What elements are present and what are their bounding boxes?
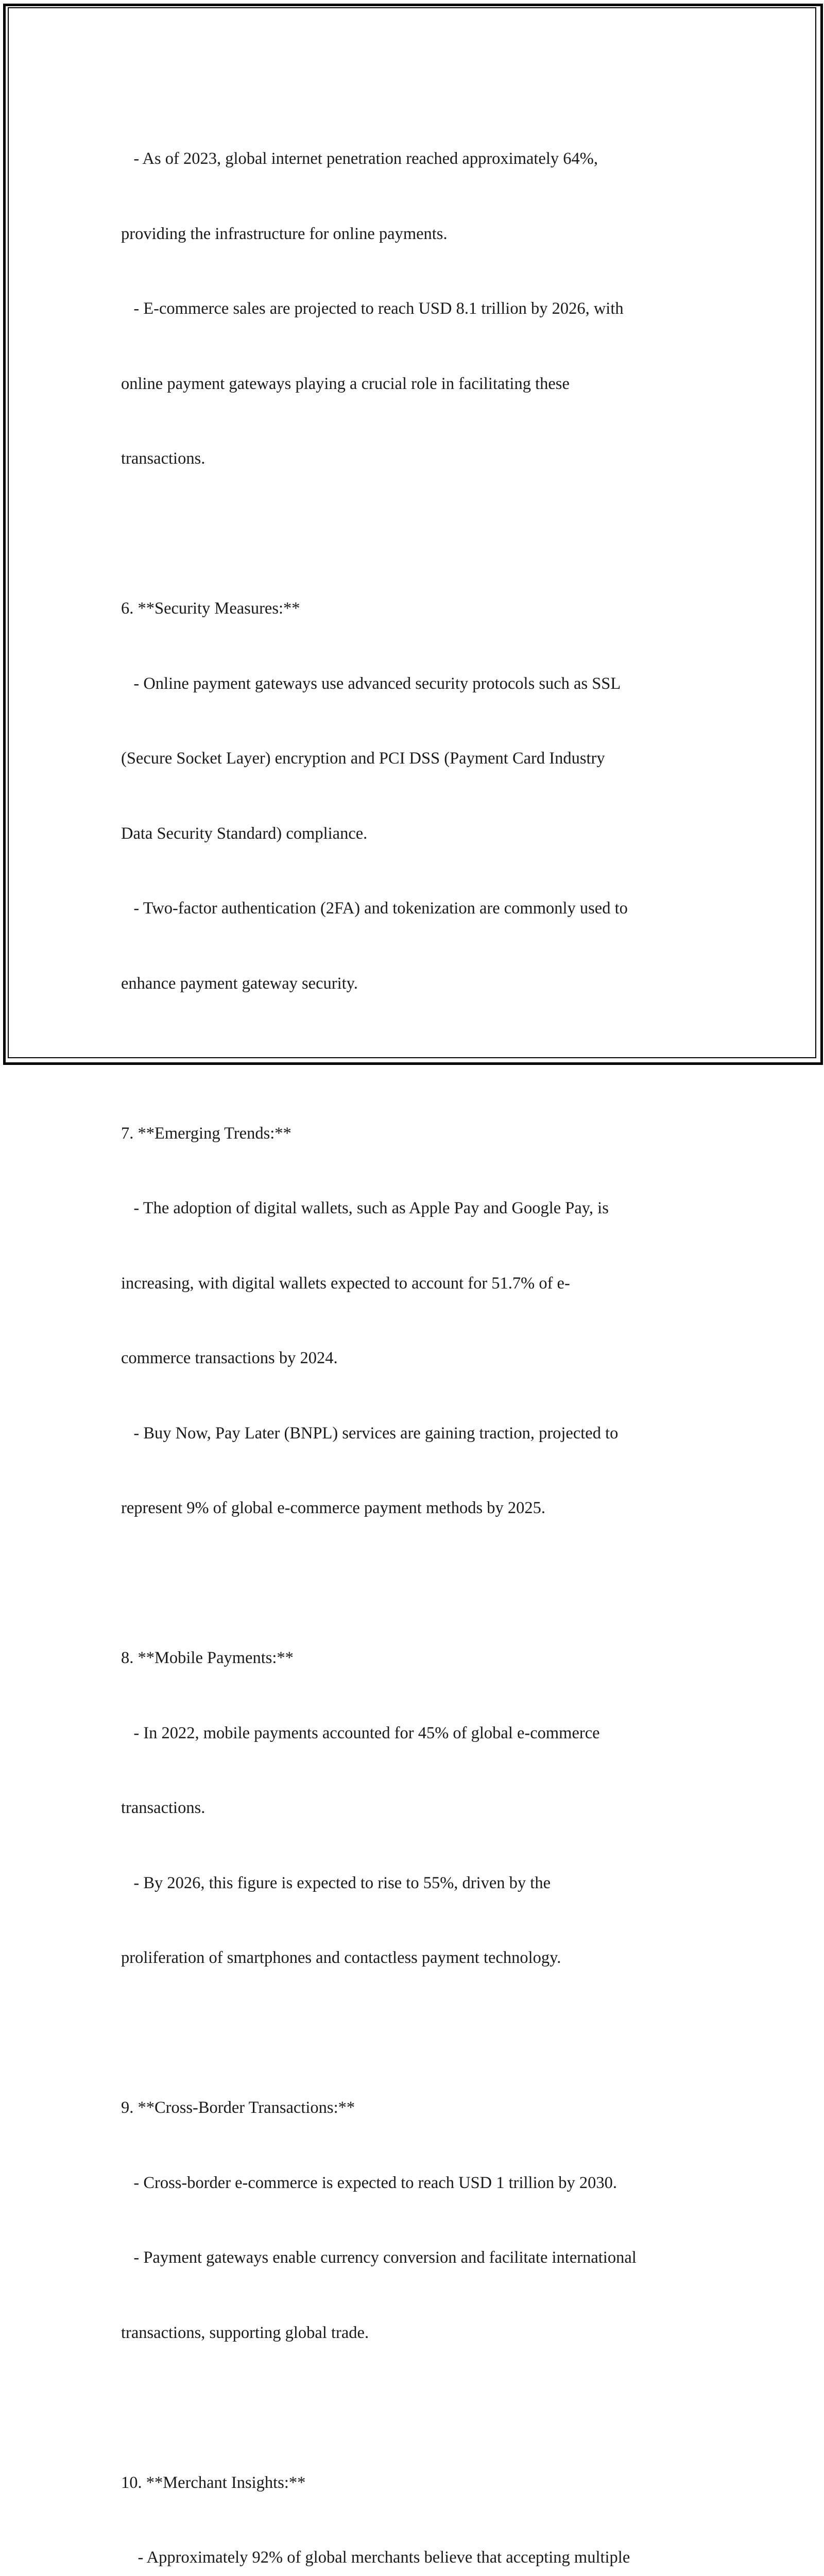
- text-line: - As of 2023, global internet penetration reached approximately 64%,: [121, 149, 598, 168]
- text-line: - Approximately 92% of global merchants believe that accepting multiple: [121, 2548, 630, 2567]
- text-line: proliferation of smartphones and contactless payment technology.: [121, 1948, 561, 1967]
- text-line: represent 9% of global e-commerce payment methods by 2025.: [121, 1499, 545, 1517]
- text-line: commerce transactions by 2024.: [121, 1349, 338, 1367]
- text-line: transactions, supporting global trade.: [121, 2323, 369, 2342]
- section-heading: 9. **Cross-Border Transactions:**: [121, 2098, 355, 2117]
- text-line: increasing, with digital wallets expected to account for 51.7% of e-: [121, 1274, 570, 1293]
- text-line: - Buy Now, Pay Later (BNPL) services are gaining traction, projected to: [121, 1423, 619, 1443]
- section-heading: 10. **Merchant Insights:**: [121, 2473, 306, 2492]
- text-line: - By 2026, this figure is expected to rise to 55%, driven by the: [121, 1873, 551, 1892]
- text-line: online payment gateways playing a crucial role in facilitating these: [121, 374, 570, 393]
- text-line: transactions.: [121, 1799, 205, 1817]
- paragraph-spacer: [121, 1046, 729, 1071]
- text-line: enhance payment gateway security.: [121, 974, 358, 993]
- text-line: - Cross-border e-commerce is expected to reach USD 1 trillion by 2030.: [121, 2173, 617, 2192]
- text-line: transactions.: [121, 449, 205, 468]
- text-line: (Secure Socket Layer) encryption and PCI DSS (Payment Card Industry: [121, 749, 605, 768]
- document-body: [121, 96, 729, 2576]
- paragraph-spacer: [121, 1571, 729, 1596]
- text-line: - Payment gateways enable currency conversion and facilitate international: [121, 2248, 637, 2267]
- paragraph-spacer: [121, 521, 729, 547]
- text-line: - In 2022, mobile payments accounted for 45% of global e-commerce: [121, 1723, 600, 1742]
- paragraph-spacer: [121, 2021, 729, 2046]
- paragraph-spacer: [121, 2395, 729, 2420]
- text-line: Data Security Standard) compliance.: [121, 824, 368, 843]
- section-heading: 6. **Security Measures:**: [121, 599, 300, 618]
- text-line: - E-commerce sales are projected to reach USD 8.1 trillion by 2026, with: [121, 299, 624, 318]
- section-heading: 7. **Emerging Trends:**: [121, 1124, 291, 1143]
- text-line: providing the infrastructure for online payments.: [121, 224, 448, 243]
- text-line: - The adoption of digital wallets, such as Apple Pay and Google Pay, is: [121, 1199, 609, 1217]
- text-line: - Two-factor authentication (2FA) and tokenization are commonly used to: [121, 899, 628, 918]
- text-line: - Online payment gateways use advanced security protocols such as SSL: [121, 674, 621, 693]
- section-heading: 8. **Mobile Payments:**: [121, 1649, 294, 1667]
